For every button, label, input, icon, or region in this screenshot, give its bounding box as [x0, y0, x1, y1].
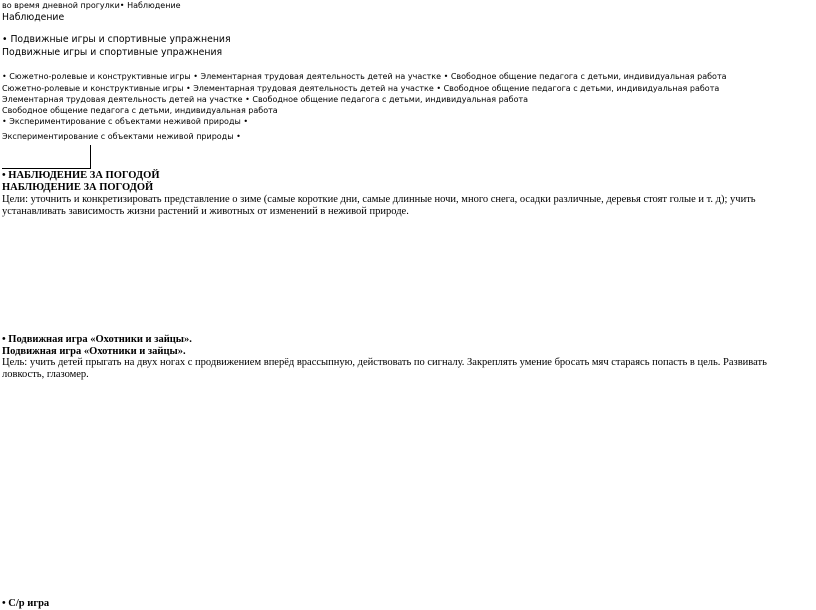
line-outdoor-games-bullet: • Подвижные игры и спортивные упражнения: [2, 34, 231, 45]
line-activities-3: Элементарная трудовая деятельность детей на участке • Свободное общение педагога с детьми, индивидуальная работа: [2, 95, 529, 104]
game-heading: Подвижная игра «Охотники и зайцы».: [2, 346, 186, 357]
game-goal: Цель: учить детей прыгать на двух ногах с продвижением вперёд врассыпную, действовать по сигналу. Закреплять умение бросать мяч стараясь попасть в цель. Развивать ловкость, глазомер.: [2, 357, 767, 381]
weather-observation-heading: НАБЛЮДЕНИЕ ЗА ПОГОДОЙ: [2, 182, 154, 193]
line-activities-2: Сюжетно-ролевые и конструктивные игры • Элементарная трудовая деятельность детей на участке • Свободное общение педагога с детьми, индивидуальная работа: [2, 84, 720, 93]
line-walk-observation: во время дневной прогулки• Наблюдение: [2, 1, 181, 10]
divider-vertical: [90, 145, 91, 169]
line-activities-1: • Сюжетно-ролевые и конструктивные игры • Элементарная трудовая деятельность детей на участке • Свободное общение педагога с детьми, индивидуальная работа: [2, 72, 727, 81]
line-experiment-bullet: • Экспериментирование с объектами неживой природы •: [2, 117, 249, 126]
line-observation: Наблюдение: [2, 12, 65, 23]
line-experiment: Экспериментирование с объектами неживой природы •: [2, 132, 241, 141]
roleplay-heading: • С/р игра: [2, 598, 50, 609]
weather-observation-heading-bullet: • НАБЛЮДЕНИЕ ЗА ПОГОДОЙ: [2, 170, 160, 181]
weather-observation-goals: Цели: уточнить и конкретизировать представление о зиме (самые короткие дни, самые длинные ночи, много снега, осадки различные, деревья стоят голые и т. д); учить устанавливать зависимость жизни растений и животных от изменений в неживой природе.: [2, 194, 756, 218]
line-outdoor-games: Подвижные игры и спортивные упражнения: [2, 47, 223, 58]
game-heading-bullet: • Подвижная игра «Охотники и зайцы».: [2, 334, 192, 345]
divider-horizontal: [2, 168, 90, 169]
line-activities-4: Свободное общение педагога с детьми, индивидуальная работа: [2, 106, 278, 115]
